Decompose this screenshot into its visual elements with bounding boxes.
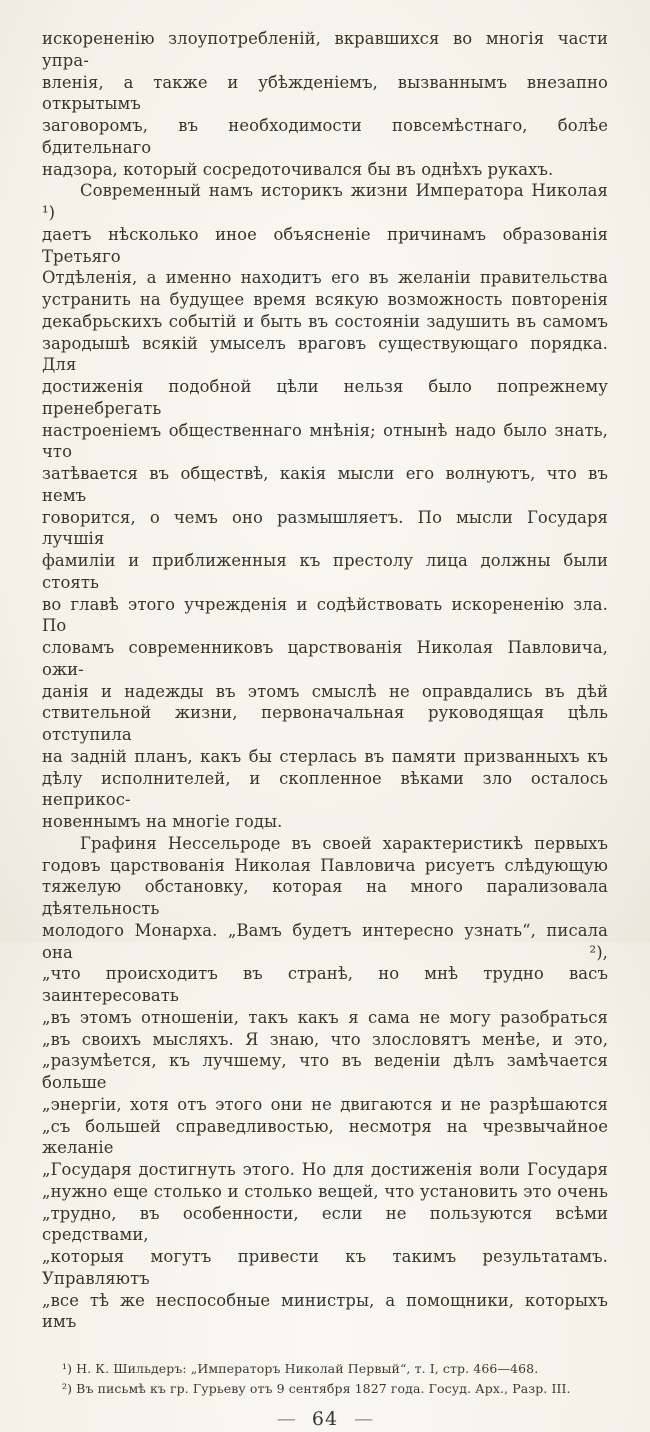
- paragraph: [42, 833, 608, 1333]
- text-line: достиженія подобной цѣли нельзя было попрежнему пренебрегать: [42, 377, 608, 418]
- page-body: [42, 28, 608, 1333]
- text-line: вленія, а также и убѣжденіемъ, вызваннымъ внезапно открытымъ: [42, 72, 608, 114]
- text-line: тяжелую обстановку, которая на много парализовала дѣятельность: [42, 877, 608, 918]
- footnote: ¹) Н. К. Шильдеръ: „Императоръ Николай Первый“, т. I, стр. 466—468.: [62, 1361, 539, 1376]
- text-line: новеннымъ на многіе годы.: [42, 812, 283, 831]
- paragraph: [42, 28, 608, 180]
- text-line: говорится, о чемъ оно размышляетъ. По мысли Государя лучшія: [42, 507, 608, 549]
- text-line: настроеніемъ общественнаго мнѣнія; отнынѣ надо было знать, что: [42, 420, 608, 462]
- text-line: затѣвается въ обществѣ, какія мысли его волнуютъ, что въ немъ: [42, 464, 608, 505]
- text-line: искорененію злоупотребленій, вкравшихся во многія части упра-: [42, 29, 608, 70]
- text-line: даетъ нѣсколько иное объясненіе причинамъ образованія Третьяго: [42, 224, 608, 266]
- footnote: ²) Въ письмѣ къ гр. Гурьеву отъ 9 сентября 1827 года. Госуд. Арх., Разр. III.: [62, 1381, 571, 1396]
- paragraph: [42, 180, 608, 833]
- text-line: во главѣ этого учрежденія и содѣйствовать искорененію зла. По: [42, 594, 608, 636]
- text-line: на задній планъ, какъ бы стерлась въ памяти призванныхъ къ: [42, 746, 608, 766]
- text-line: „нужно еще столько и столько вещей, что установить это очень: [42, 1181, 608, 1201]
- text-line: Отдѣленія, а именно находитъ его въ желаніи правительства: [42, 268, 608, 288]
- text-line: словамъ современниковъ царствованія Николая Павловича, ожи-: [42, 638, 608, 679]
- text-line: „въ своихъ мысляхъ. Я знаю, что злословятъ менѣе, и это,: [42, 1029, 608, 1049]
- text-line: „все тѣ же неспособные министры, а помощники, которыхъ имъ: [42, 1290, 608, 1332]
- page-footer: [42, 1406, 608, 1432]
- text-line: „энергіи, хотя отъ этого они не двигаются и не разрѣшаются: [42, 1094, 608, 1114]
- text-line: „разумѣется, къ лучшему, что въ веденіи дѣлъ замѣчается больше: [42, 1051, 608, 1092]
- text-line: дѣлу исполнителей, и скопленное вѣками зло осталось неприкос-: [42, 768, 608, 810]
- text-line: „Государя достигнуть этого. Но для достиженія воли Государя: [42, 1160, 608, 1179]
- text-line: зародышѣ всякій умыселъ враговъ существующаго порядка. Для: [42, 333, 608, 375]
- text-line: декабрьскихъ событій и быть въ состояніи задушить въ самомъ: [42, 311, 608, 331]
- text-line: „что происходитъ въ странѣ, но мнѣ трудно васъ заинтересовать: [42, 964, 608, 1005]
- footnotes: [42, 1359, 608, 1399]
- text-line: „трудно, въ особенности, если не пользуются всѣми средствами,: [42, 1203, 608, 1245]
- footer-dash-left: —: [276, 1408, 296, 1430]
- text-line: надзора, который сосредоточивался бы въ однѣхъ рукахъ.: [42, 159, 554, 179]
- text-line: данія и надежды въ этомъ смыслѣ не оправдались въ дѣй: [42, 681, 608, 701]
- footer-dash-right: —: [354, 1408, 374, 1430]
- page-number: 64: [311, 1408, 339, 1430]
- text-line: годовъ царствованія Николая Павловича рисуетъ слѣдующую: [42, 855, 608, 875]
- text-line: „въ этомъ отношеніи, такъ какъ я сама не могу разобраться: [42, 1007, 608, 1027]
- text-line: фамиліи и приближенныя къ престолу лица должны были стоять: [42, 551, 608, 592]
- text-line: устранить на будущее время всякую возможность повторенія: [42, 290, 608, 309]
- text-line: молодого Монарха. „Вамъ будетъ интересно узнать“, писала она ²),: [42, 920, 608, 962]
- text-line: заговоромъ, въ необходимости повсемѣстнаго, болѣе бдительнаго: [42, 116, 608, 157]
- text-line: Графиня Нессельроде въ своей характеристикѣ первыхъ: [80, 833, 608, 853]
- text-line: Современный намъ историкъ жизни Императора Николая ¹): [42, 181, 608, 222]
- text-line: „съ большей справедливостью, несмотря на чрезвычайное желаніе: [42, 1116, 608, 1158]
- text-line: „которыя могутъ привести къ такимъ результатамъ. Управляютъ: [42, 1247, 608, 1288]
- text-line: ствительной жизни, первоначальная руководящая цѣль отступила: [42, 703, 608, 744]
